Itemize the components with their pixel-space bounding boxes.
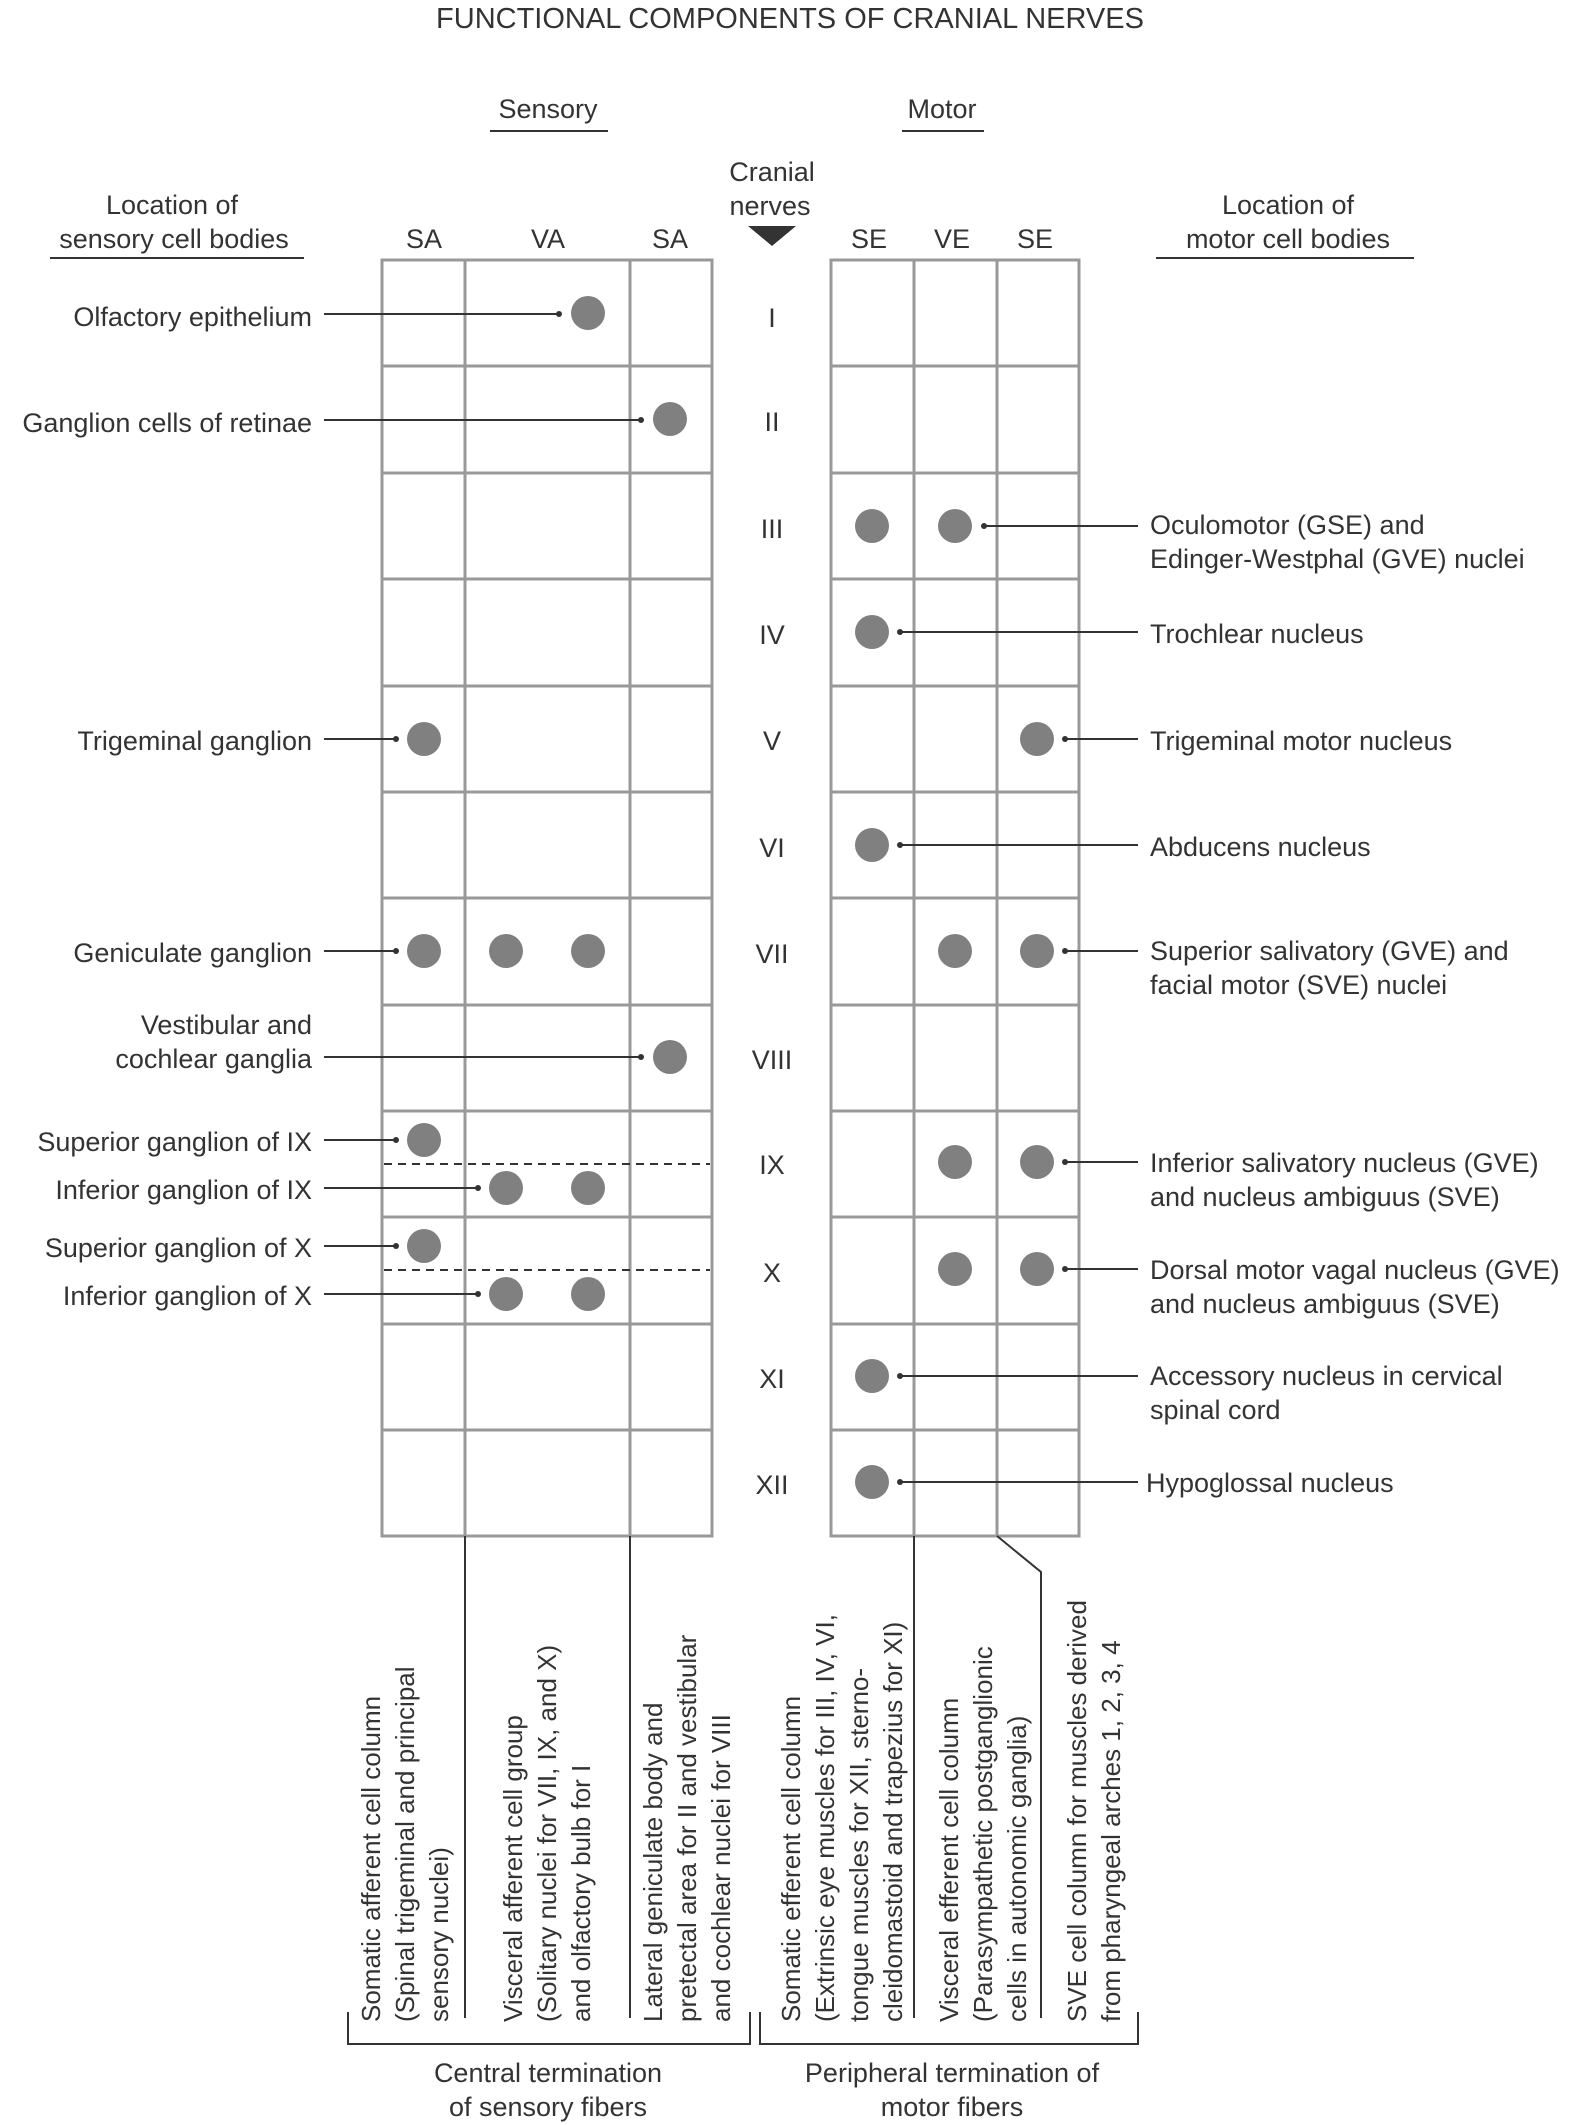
column-desc-sve-line-2: from pharyngeal arches 1, 2, 3, 4 bbox=[1096, 1640, 1126, 2022]
motor-label-trochlear: Trochlear nucleus bbox=[1150, 619, 1364, 649]
leader-dot-inferior-ix bbox=[475, 1185, 481, 1191]
page-title: FUNCTIONAL COMPONENTS OF CRANIAL NERVES bbox=[436, 3, 1144, 35]
sensory-label-vestibular-line-2: cochlear ganglia bbox=[115, 1044, 312, 1074]
sensory-label-olfactory-epithelium: Olfactory epithelium bbox=[73, 302, 312, 332]
nerve-label-xii: XII bbox=[755, 1470, 789, 1500]
leader-dot-facial bbox=[1062, 948, 1068, 954]
sensory-dot-v-sa bbox=[407, 722, 441, 756]
motor-dot-iv-se bbox=[855, 615, 889, 649]
motor-dot-xii-se bbox=[855, 1465, 889, 1499]
sensory-dot-vii-va-2 bbox=[571, 934, 605, 968]
leader-dot-inferior-x bbox=[475, 1291, 481, 1297]
motor-label-abducens: Abducens nucleus bbox=[1150, 832, 1371, 862]
sensory-column-header-sa-special: SA bbox=[651, 224, 689, 254]
motor-label-inferior-salivatory-line-2: and nucleus ambiguus (SVE) bbox=[1150, 1182, 1500, 1212]
nerve-label-x: X bbox=[762, 1258, 782, 1288]
motor-location-header-line-1: Location of bbox=[1221, 190, 1355, 220]
nerve-label-ii: II bbox=[764, 407, 780, 437]
leader-dot-superior-ix bbox=[393, 1137, 399, 1143]
column-desc-sve-line-1: SVE cell column for muscles derived bbox=[1062, 1600, 1092, 2022]
leader-dot-trigeminal-motor bbox=[1062, 736, 1068, 742]
motor-dot-ix-ve bbox=[938, 1145, 972, 1179]
sensory-column-header-sa: SA bbox=[405, 224, 443, 254]
motor-label-accessory-line-2: spinal cord bbox=[1150, 1395, 1281, 1425]
sensory-dot-ix-va-2 bbox=[571, 1171, 605, 1205]
sensory-label-inferior-ganglion-x: Inferior ganglion of X bbox=[62, 1281, 312, 1311]
sensory-dot-x-va-2 bbox=[571, 1277, 605, 1311]
leader-dot-hypoglossal bbox=[897, 1479, 903, 1485]
motor-dot-xi-se bbox=[855, 1359, 889, 1393]
nerve-label-v: V bbox=[762, 726, 782, 756]
motor-label-trigeminal-motor: Trigeminal motor nucleus bbox=[1150, 726, 1453, 756]
nerve-label-vi: VI bbox=[759, 833, 785, 863]
column-desc-va-line-1: Visceral afferent cell group bbox=[498, 1715, 528, 2022]
nerve-label-ix: IX bbox=[759, 1150, 785, 1180]
motor-label-oculomotor-line-1: Oculomotor (GSE) and bbox=[1150, 510, 1425, 540]
column-desc-se-line-1: Somatic efferent cell column bbox=[776, 1695, 806, 2022]
motor-label-dorsal-vagal-line-2: and nucleus ambiguus (SVE) bbox=[1150, 1289, 1500, 1319]
column-desc-se-line-3: tongue muscles for XII, sterno- bbox=[844, 1667, 874, 2022]
column-desc-va-line-2: (Solitary nuclei for VII, IX, and X) bbox=[532, 1644, 562, 2022]
motor-dot-iii-ve bbox=[938, 509, 972, 543]
motor-dot-x-se-branchial bbox=[1020, 1252, 1054, 1286]
motor-footer-line-1: Peripheral termination of bbox=[804, 2058, 1100, 2088]
cranial-nerves-header-line-1: Cranial bbox=[729, 157, 815, 187]
motor-dot-ix-se-branchial bbox=[1020, 1145, 1054, 1179]
cranial-nerves-header-line-2: nerves bbox=[729, 191, 811, 221]
motor-footer-line-2: motor fibers bbox=[880, 2092, 1024, 2122]
leader-dot-accessory bbox=[897, 1373, 903, 1379]
motor-label-inferior-salivatory-line-1: Inferior salivatory nucleus (GVE) bbox=[1150, 1148, 1539, 1178]
motor-label-accessory-line-1: Accessory nucleus in cervical bbox=[1150, 1361, 1503, 1391]
column-desc-sa-special-line-3: and cochlear nuclei for VIII bbox=[706, 1714, 736, 2022]
nerve-label-viii: VIII bbox=[751, 1045, 793, 1075]
sensory-dot-vii-va-1 bbox=[489, 934, 523, 968]
sensory-footer-line-2: of sensory fibers bbox=[448, 2092, 648, 2122]
leader-dot-abducens bbox=[897, 842, 903, 848]
motor-dot-x-ve bbox=[938, 1252, 972, 1286]
motor-column-header-ve: VE bbox=[933, 224, 971, 254]
sensory-label-geniculate-ganglion: Geniculate ganglion bbox=[73, 938, 312, 968]
sensory-location-header-line-1: Location of bbox=[105, 190, 239, 220]
column-desc-sa-special-line-2: pretectal area for II and vestibular bbox=[672, 1634, 702, 2022]
motor-label-oculomotor-line-2: Edinger-Westphal (GVE) nuclei bbox=[1150, 544, 1525, 574]
sensory-column-header-va: VA bbox=[530, 224, 566, 254]
motor-dot-vi-se bbox=[855, 828, 889, 862]
column-desc-ve-line-1: Visceral efferent cell column bbox=[934, 1697, 964, 2022]
leader-dot-trochlear bbox=[897, 629, 903, 635]
sensory-dot-vii-sa bbox=[407, 934, 441, 968]
sensory-dot-ii-sa bbox=[653, 402, 687, 436]
sensory-label-superior-ganglion-x: Superior ganglion of X bbox=[44, 1233, 312, 1263]
motor-label-hypoglossal: Hypoglossal nucleus bbox=[1146, 1468, 1394, 1498]
sensory-label-vestibular-line-1: Vestibular and bbox=[140, 1010, 312, 1040]
leader-dot-inferior-salivatory bbox=[1062, 1159, 1068, 1165]
column-desc-sa-line-2: (Spinal trigeminal and principal bbox=[390, 1666, 420, 2022]
column-desc-sa-special-line-1: Lateral geniculate body and bbox=[638, 1702, 668, 2022]
sensory-label-ganglion-retinae: Ganglion cells of retinae bbox=[22, 408, 312, 438]
sensory-label-inferior-ganglion-ix: Inferior ganglion of IX bbox=[55, 1175, 312, 1205]
motor-dot-vii-ve bbox=[938, 934, 972, 968]
column-desc-va-line-3: and olfactory bulb for I bbox=[566, 1764, 596, 2022]
sensory-dot-x-sa bbox=[407, 1229, 441, 1263]
motor-grid bbox=[831, 260, 1079, 1536]
leader-dot-geniculate bbox=[393, 948, 399, 954]
motor-header: Motor bbox=[907, 94, 977, 124]
sensory-dot-x-va-1 bbox=[489, 1277, 523, 1311]
leader-dot-superior-x bbox=[393, 1243, 399, 1249]
nerve-label-vii: VII bbox=[755, 939, 789, 969]
leader-dot-olfactory bbox=[556, 311, 562, 317]
sensory-header: Sensory bbox=[498, 94, 598, 124]
leader-dot-oculomotor bbox=[981, 523, 987, 529]
motor-label-facial-line-1: Superior salivatory (GVE) and bbox=[1150, 936, 1509, 966]
sensory-footer-line-1: Central termination bbox=[433, 2058, 663, 2088]
sensory-grid bbox=[382, 260, 712, 1536]
column-desc-sa-line-1: Somatic afferent cell column bbox=[356, 1695, 386, 2022]
motor-dot-vii-se-branchial bbox=[1020, 934, 1054, 968]
motor-dot-iii-se bbox=[855, 509, 889, 543]
leader-dot-trigeminal-ganglion bbox=[393, 736, 399, 742]
sensory-label-trigeminal-ganglion: Trigeminal ganglion bbox=[77, 726, 312, 756]
motor-label-facial-line-2: facial motor (SVE) nuclei bbox=[1150, 970, 1448, 1000]
leader-dot-dorsal-vagal bbox=[1062, 1266, 1068, 1272]
nerve-label-iii: III bbox=[760, 514, 784, 544]
motor-column-header-se: SE bbox=[850, 224, 888, 254]
column-desc-ve-line-3: cells in autonomic ganglia) bbox=[1002, 1715, 1032, 2022]
sensory-dot-ix-sa bbox=[407, 1123, 441, 1157]
nerve-label-iv: IV bbox=[759, 620, 785, 650]
leader-dot-vestibular bbox=[638, 1054, 644, 1060]
nerve-label-xi: XI bbox=[759, 1364, 785, 1394]
sensory-label-superior-ganglion-ix: Superior ganglion of IX bbox=[37, 1127, 312, 1157]
sensory-location-header-line-2: sensory cell bodies bbox=[59, 224, 289, 254]
column-desc-se-line-2: (Extrinsic eye muscles for III, IV, VI, bbox=[810, 1614, 840, 2022]
column-desc-sa-line-3: sensory nuclei) bbox=[424, 1847, 454, 2022]
nerve-label-i: I bbox=[768, 303, 776, 333]
down-arrow-icon bbox=[748, 226, 796, 246]
motor-location-header-line-2: motor cell bodies bbox=[1185, 224, 1391, 254]
motor-label-dorsal-vagal-line-1: Dorsal motor vagal nucleus (GVE) bbox=[1150, 1255, 1560, 1285]
sensory-dot-ix-va-1 bbox=[489, 1171, 523, 1205]
leader-dot-retinae bbox=[638, 417, 644, 423]
column-desc-ve-line-2: (Parasympathetic postganglionic bbox=[968, 1646, 998, 2022]
motor-column-header-se-branchial: SE bbox=[1016, 224, 1054, 254]
sensory-dot-i-va bbox=[571, 296, 605, 330]
sensory-dot-viii-sa bbox=[653, 1040, 687, 1074]
column-desc-se-line-4: cleidomastoid and trapezius for XI) bbox=[878, 1621, 908, 2022]
motor-dot-v-se-branchial bbox=[1020, 722, 1054, 756]
